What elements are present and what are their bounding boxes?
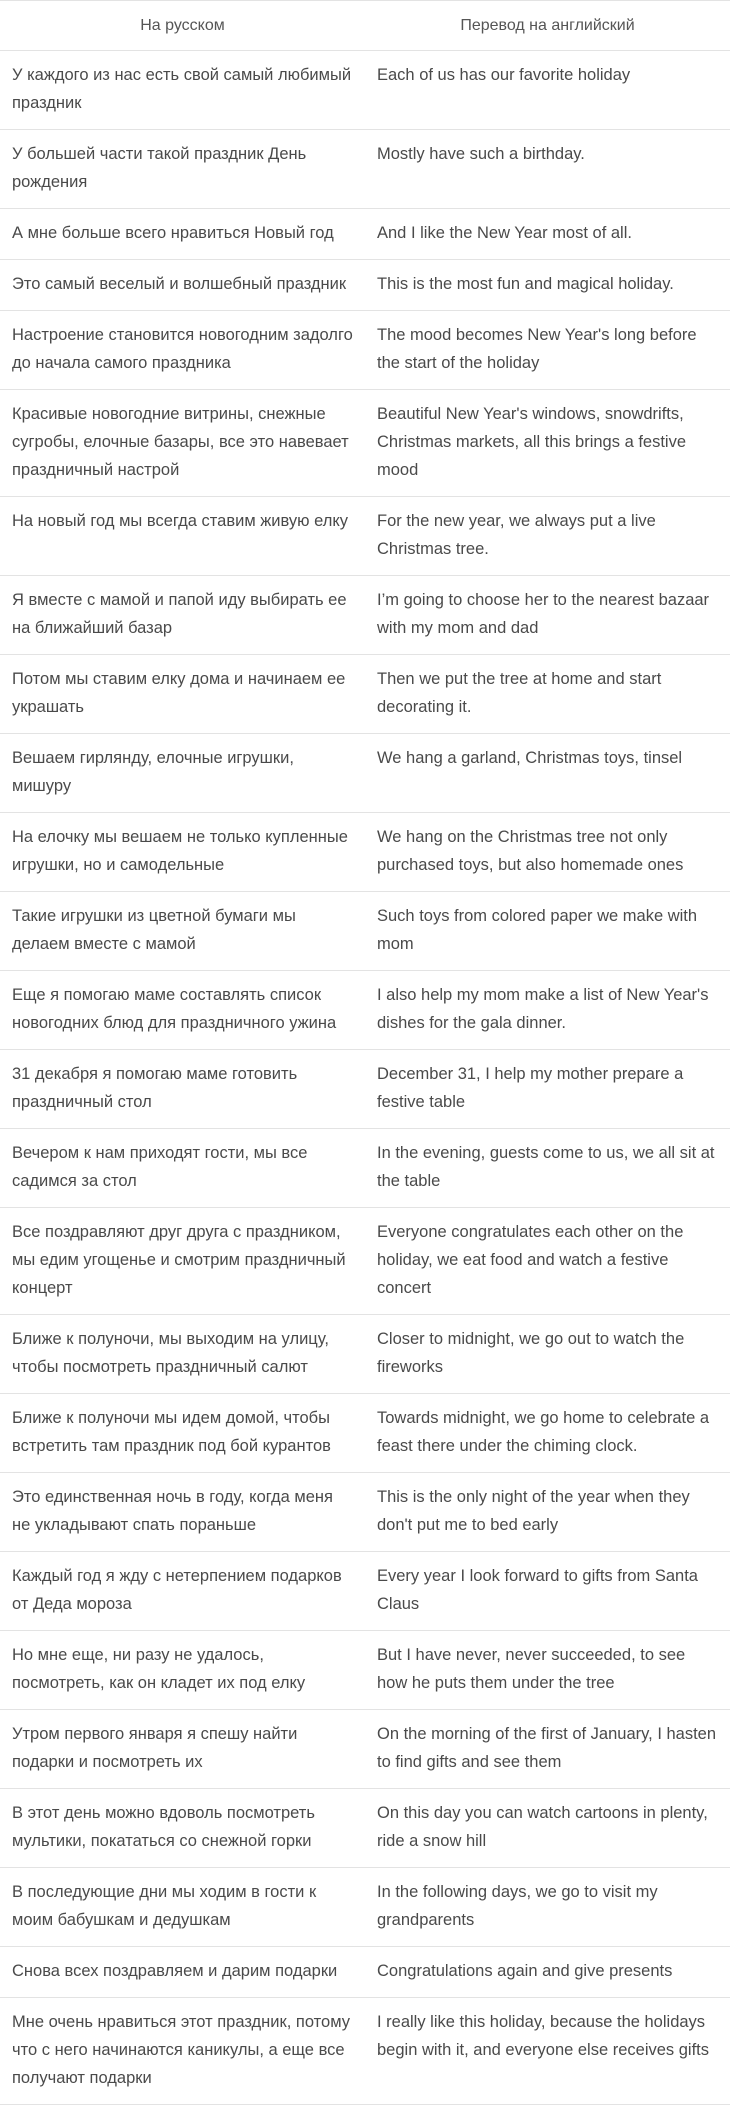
table-row	[0, 1947, 730, 1998]
english-translation-cell: I also help my mom make a list of New Year's dishes for the gala dinner.	[365, 971, 730, 1050]
header-english: Перевод на английский	[365, 1, 730, 51]
table-row	[0, 1789, 730, 1868]
table-row	[0, 971, 730, 1050]
russian-phrase-cell: Утром первого января я спешу найти подарки и посмотреть их	[0, 1710, 365, 1789]
table-row	[0, 1394, 730, 1473]
russian-phrase-cell: А мне больше всего нравиться Новый год	[0, 209, 365, 260]
table-row	[0, 1315, 730, 1394]
table-row	[0, 311, 730, 390]
english-translation-cell: This is the most fun and magical holiday.	[365, 260, 730, 311]
russian-phrase-cell: Каждый год я жду с нетерпением подарков от Деда мороза	[0, 1552, 365, 1631]
russian-phrase-cell: В этот день можно вдоволь посмотреть мультики, покататься со снежной горки	[0, 1789, 365, 1868]
russian-phrase-cell: Все поздравляют друг друга с праздником, мы едим угощенье и смотрим праздничный концерт	[0, 1208, 365, 1315]
table-row	[0, 1998, 730, 2105]
table-body	[0, 51, 730, 2105]
russian-phrase-cell: Это самый веселый и волшебный праздник	[0, 260, 365, 311]
russian-phrase-cell: Ближе к полуночи мы идем домой, чтобы встретить там праздник под бой курантов	[0, 1394, 365, 1473]
russian-phrase-cell: На елочку мы вешаем не только купленные игрушки, но и самодельные	[0, 813, 365, 892]
russian-phrase-cell: В последующие дни мы ходим в гости к моим бабушкам и дедушкам	[0, 1868, 365, 1947]
english-translation-cell: In the evening, guests come to us, we all sit at the table	[365, 1129, 730, 1208]
russian-phrase-cell: 31 декабря я помогаю маме готовить праздничный стол	[0, 1050, 365, 1129]
russian-phrase-cell: Вечером к нам приходят гости, мы все садимся за стол	[0, 1129, 365, 1208]
table-row	[0, 390, 730, 497]
english-translation-cell: Then we put the tree at home and start decorating it.	[365, 655, 730, 734]
russian-phrase-cell: Потом мы ставим елку дома и начинаем ее украшать	[0, 655, 365, 734]
table-row	[0, 1473, 730, 1552]
english-translation-cell: Mostly have such a birthday.	[365, 130, 730, 209]
english-translation-cell: Beautiful New Year's windows, snowdrifts, Christmas markets, all this brings a festive mood	[365, 390, 730, 497]
english-translation-cell: We hang a garland, Christmas toys, tinsel	[365, 734, 730, 813]
table-header	[0, 1, 730, 51]
table-row	[0, 51, 730, 130]
english-translation-cell: In the following days, we go to visit my grandparents	[365, 1868, 730, 1947]
english-translation-cell: We hang on the Christmas tree not only purchased toys, but also homemade ones	[365, 813, 730, 892]
table-row	[0, 655, 730, 734]
russian-phrase-cell: Мне очень нравиться этот праздник, потому что с него начинаются каникулы, а еще все получают подарки	[0, 1998, 365, 2105]
russian-phrase-cell: Еще я помогаю маме составлять список новогодних блюд для праздничного ужина	[0, 971, 365, 1050]
russian-phrase-cell: Красивые новогодние витрины, снежные сугробы, елочные базары, все это навевает праздничный настрой	[0, 390, 365, 497]
table-row	[0, 892, 730, 971]
english-translation-cell: Towards midnight, we go home to celebrate a feast there under the chiming clock.	[365, 1394, 730, 1473]
table-row	[0, 1208, 730, 1315]
table-row	[0, 1868, 730, 1947]
russian-phrase-cell: Вешаем гирлянду, елочные игрушки, мишуру	[0, 734, 365, 813]
russian-phrase-cell: Я вместе с мамой и папой иду выбирать ее на ближайший базар	[0, 576, 365, 655]
table-row	[0, 1631, 730, 1710]
english-translation-cell: Congratulations again and give presents	[365, 1947, 730, 1998]
russian-phrase-cell: У каждого из нас есть свой самый любимый праздник	[0, 51, 365, 130]
english-translation-cell: Everyone congratulates each other on the holiday, we eat food and watch a festive concert	[365, 1208, 730, 1315]
header-row	[0, 1, 730, 51]
english-translation-cell: December 31, I help my mother prepare a festive table	[365, 1050, 730, 1129]
table-row	[0, 813, 730, 892]
english-translation-cell: Each of us has our favorite holiday	[365, 51, 730, 130]
table-row	[0, 1552, 730, 1631]
header-russian: На русском	[0, 1, 365, 51]
english-translation-cell: I’m going to choose her to the nearest bazaar with my mom and dad	[365, 576, 730, 655]
english-translation-cell: Such toys from colored paper we make with mom	[365, 892, 730, 971]
table-row	[0, 734, 730, 813]
russian-phrase-cell: Это единственная ночь в году, когда меня не укладывают спать пораньше	[0, 1473, 365, 1552]
russian-phrase-cell: Ближе к полуночи, мы выходим на улицу, чтобы посмотреть праздничный салют	[0, 1315, 365, 1394]
english-translation-cell: For the new year, we always put a live Christmas tree.	[365, 497, 730, 576]
russian-phrase-cell: Настроение становится новогодним задолго до начала самого праздника	[0, 311, 365, 390]
russian-phrase-cell: Снова всех поздравляем и дарим подарки	[0, 1947, 365, 1998]
english-translation-cell: The mood becomes New Year's long before the start of the holiday	[365, 311, 730, 390]
table-row	[0, 209, 730, 260]
table-row	[0, 1129, 730, 1208]
russian-phrase-cell: Но мне еще, ни разу не удалось, посмотреть, как он кладет их под елку	[0, 1631, 365, 1710]
english-translation-cell: And I like the New Year most of all.	[365, 209, 730, 260]
table-row	[0, 576, 730, 655]
table-row	[0, 1710, 730, 1789]
english-translation-cell: But I have never, never succeeded, to see how he puts them under the tree	[365, 1631, 730, 1710]
english-translation-cell: Every year I look forward to gifts from Santa Claus	[365, 1552, 730, 1631]
russian-phrase-cell: У большей части такой праздник День рождения	[0, 130, 365, 209]
table-row	[0, 260, 730, 311]
table-row	[0, 497, 730, 576]
russian-phrase-cell: На новый год мы всегда ставим живую елку	[0, 497, 365, 576]
table-row	[0, 130, 730, 209]
english-translation-cell: I really like this holiday, because the holidays begin with it, and everyone else receives gifts	[365, 1998, 730, 2105]
table-row	[0, 1050, 730, 1129]
english-translation-cell: On the morning of the first of January, I hasten to find gifts and see them	[365, 1710, 730, 1789]
english-translation-cell: On this day you can watch cartoons in plenty, ride a snow hill	[365, 1789, 730, 1868]
english-translation-cell: Closer to midnight, we go out to watch the fireworks	[365, 1315, 730, 1394]
english-translation-cell: This is the only night of the year when they don't put me to bed early	[365, 1473, 730, 1552]
russian-phrase-cell: Такие игрушки из цветной бумаги мы делаем вместе с мамой	[0, 892, 365, 971]
